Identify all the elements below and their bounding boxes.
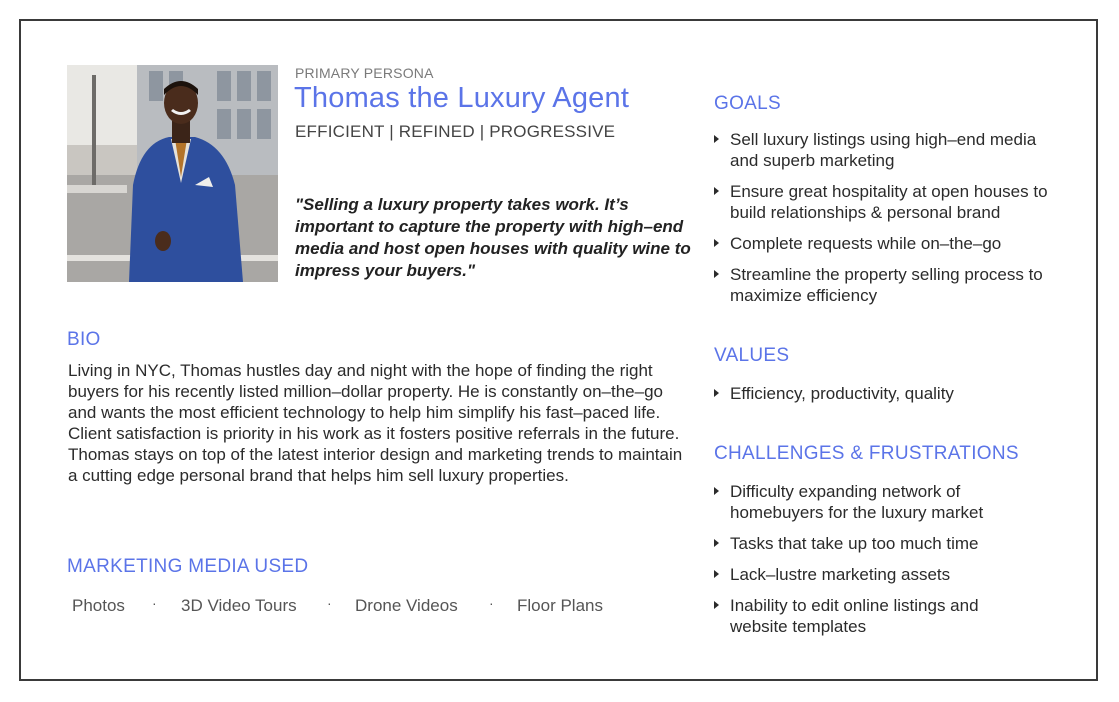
bullet-triangle-icon — [714, 270, 719, 278]
values-heading: VALUES — [714, 345, 790, 366]
challenges-heading: CHALLENGES & FRUSTRATIONS — [714, 443, 1019, 464]
bullet-triangle-icon — [714, 389, 719, 397]
bio-heading: BIO — [67, 329, 101, 350]
bullet-triangle-icon — [714, 539, 719, 547]
media-separator: · — [152, 595, 157, 611]
bullet-triangle-icon — [714, 487, 719, 495]
bullet-triangle-icon — [714, 570, 719, 578]
list-item — [714, 264, 1064, 306]
challenge-text: Tasks that take up too much time — [730, 534, 979, 553]
media-item-drone-videos: Drone Videos — [355, 596, 458, 615]
persona-name: Thomas the Luxury Agent — [294, 82, 630, 114]
bullet-triangle-icon — [714, 239, 719, 247]
goal-text: Complete requests while on–the–go — [730, 234, 1002, 253]
media-item-photos: Photos — [72, 596, 125, 615]
list-item — [714, 233, 1064, 254]
media-item-3d-video-tours: 3D Video Tours — [181, 596, 297, 615]
goals-heading: GOALS — [714, 93, 781, 114]
bullet-triangle-icon — [714, 187, 719, 195]
media-item-floor-plans: Floor Plans — [517, 596, 603, 615]
challenge-text: Inability to edit online listings and website templates — [730, 596, 979, 636]
bio-text: Living in NYC, Thomas hustles day and night with the hope of finding the right buyers for his recently listed million–dollar property. He is constantly on–the–go and wants the most efficient technology to help him simplify his fast–paced life. Client satisfaction is priority in his work as it fosters positive referrals in the future. Thomas stays on top of the latest interior design and marketing trends to maintain a cutting edge personal brand that helps him sell luxury properties. — [68, 361, 683, 485]
list-item — [714, 481, 1014, 523]
list-item — [714, 383, 1064, 404]
marketing-heading: MARKETING MEDIA USED — [67, 556, 309, 577]
list-item — [714, 181, 1064, 223]
persona-photo — [67, 65, 278, 282]
media-separator: · — [327, 595, 332, 611]
persona-quote: "Selling a luxury property takes work. It’s important to capture the property with high–end media and host open houses with quality wine to impress your buyers." — [295, 195, 691, 280]
persona-traits: EFFICIENT | REFINED | PROGRESSIVE — [295, 122, 616, 141]
bullet-triangle-icon — [714, 601, 719, 609]
goal-text: Sell luxury listings using high–end media and superb marketing — [730, 130, 1037, 170]
goal-text: Streamline the property selling process to maximize efficiency — [730, 265, 1043, 305]
list-item — [714, 129, 1064, 171]
challenge-text: Difficulty expanding network of homebuyers for the luxury market — [730, 482, 984, 522]
challenge-text: Lack–lustre marketing assets — [730, 565, 951, 584]
value-text: Efficiency, productivity, quality — [730, 384, 954, 403]
bullet-triangle-icon — [714, 135, 719, 143]
persona-kicker: PRIMARY PERSONA — [295, 65, 434, 81]
values-list — [714, 383, 1064, 414]
media-separator: · — [489, 595, 494, 611]
goal-text: Ensure great hospitality at open houses to build relationships & personal brand — [730, 182, 1048, 222]
challenges-list — [714, 481, 1014, 647]
goals-list — [714, 129, 1064, 316]
list-item — [714, 564, 1014, 585]
list-item — [714, 533, 1014, 554]
list-item — [714, 595, 1014, 637]
